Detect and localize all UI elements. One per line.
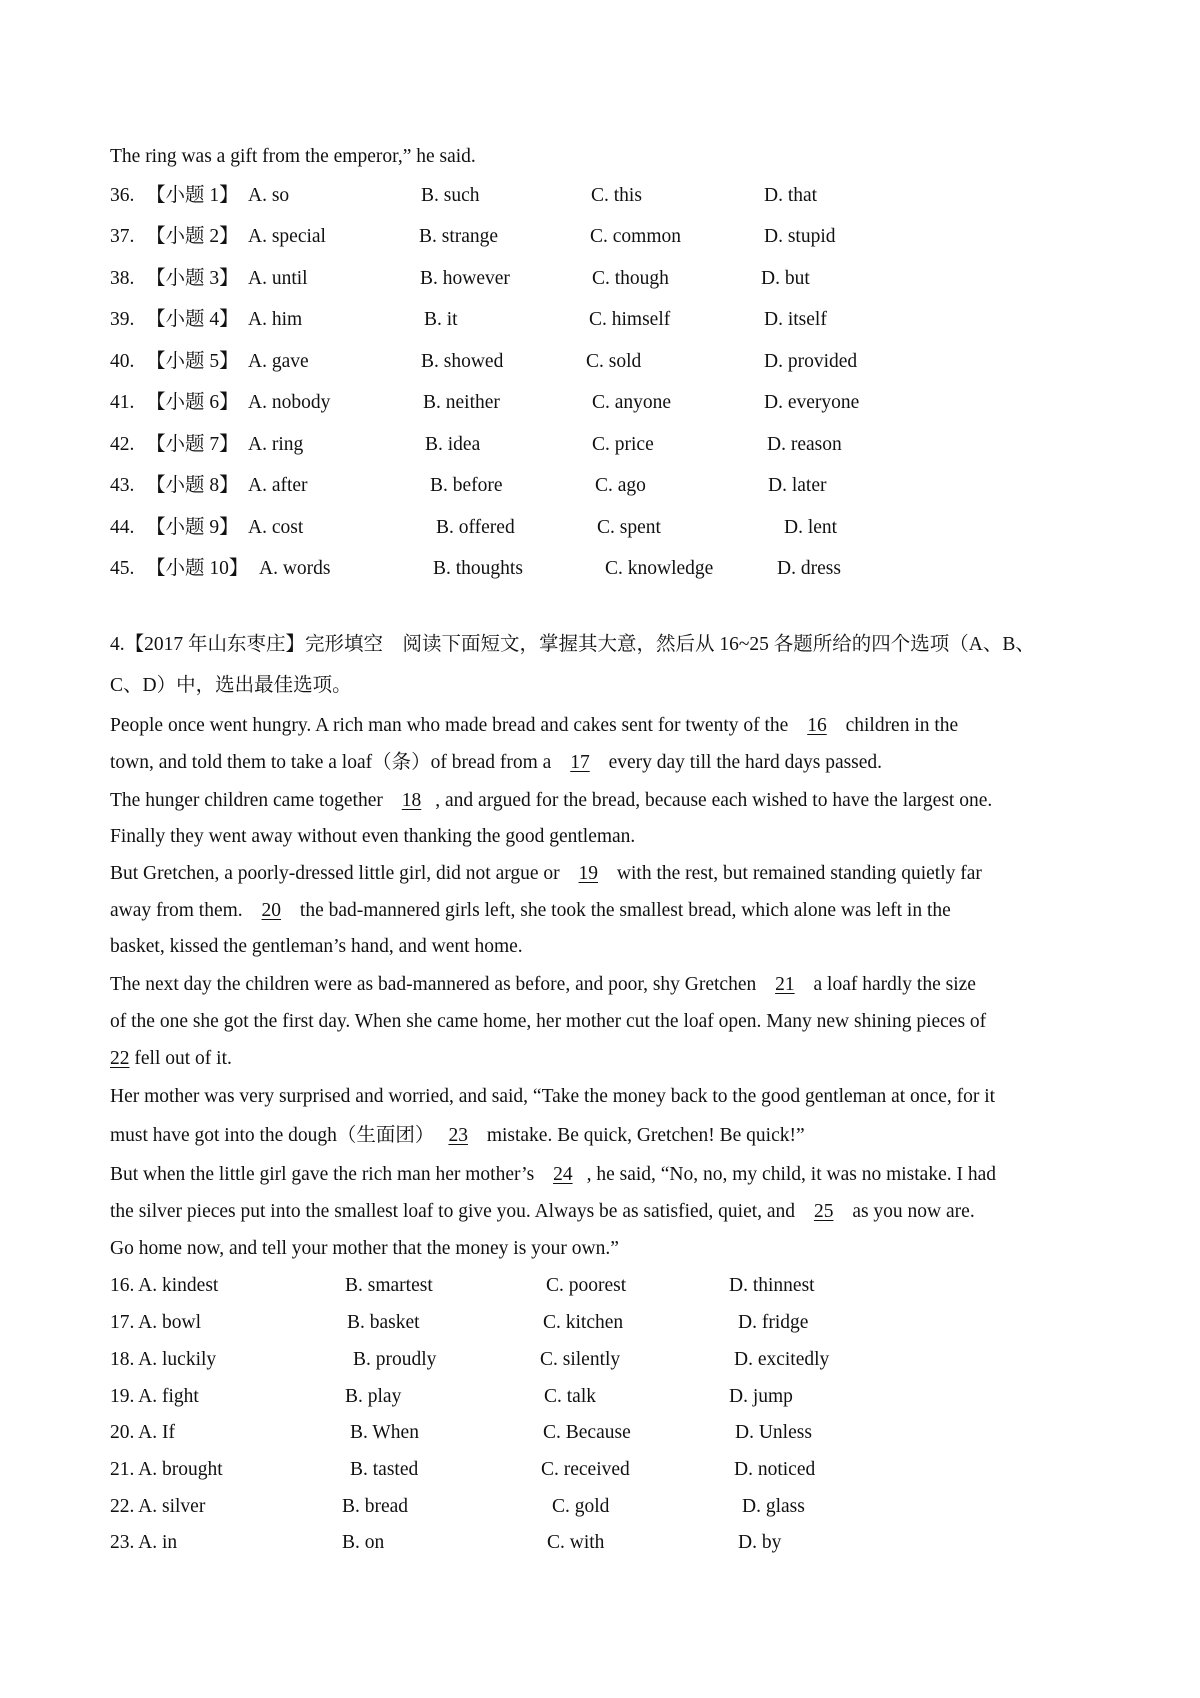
passage-text: must have got into the dough（生面团） xyxy=(110,1125,435,1146)
blank-21: 21 xyxy=(775,974,795,995)
question-number: 45. xyxy=(110,558,135,579)
blank-23: 23 xyxy=(448,1125,468,1146)
blank-24: 24 xyxy=(553,1164,573,1185)
passage-line: Her mother was very surprised and worried, and said, “Take the money back to the good gentleman at once, for it xyxy=(110,1086,996,1107)
option-d: D. fridge xyxy=(738,1312,809,1333)
option-c: C. with xyxy=(547,1532,605,1553)
question-number: 39. xyxy=(110,309,135,330)
passage-text: a loaf hardly the size xyxy=(808,974,976,995)
passage-text: People once went hungry. A rich man who made bread and cakes sent for twenty of the xyxy=(110,715,794,736)
option-a: A. nobody xyxy=(248,392,331,413)
option-d: D. later xyxy=(768,475,827,496)
question-tag: 【小题 1】 xyxy=(146,185,239,206)
option-a: 20. A. If xyxy=(110,1422,175,1443)
blank-18: 18 xyxy=(401,790,422,811)
blank-20: 20 xyxy=(261,900,282,921)
option-d: D. reason xyxy=(767,434,842,455)
option-a: A. ring xyxy=(248,434,304,455)
passage-text: But Gretchen, a poorly-dressed little girl, did not argue or xyxy=(110,863,565,884)
option-b: B. When xyxy=(350,1422,419,1443)
option-b: B. bread xyxy=(342,1496,409,1517)
option-c: C. poorest xyxy=(546,1275,627,1296)
option-d: D. excitedly xyxy=(734,1349,830,1370)
option-c: C. ago xyxy=(595,475,646,496)
option-d: D. by xyxy=(738,1532,782,1553)
question-number: 37. xyxy=(110,226,135,247)
question-tag: 【小题 3】 xyxy=(146,268,239,289)
option-c: C. this xyxy=(591,185,642,206)
option-c: C. price xyxy=(592,434,654,455)
blank-17: 17 xyxy=(570,752,590,773)
question-tag: 【小题 2】 xyxy=(146,226,239,247)
option-b: B. smartest xyxy=(345,1275,433,1296)
option-d: D. lent xyxy=(784,517,838,538)
option-b: B. thoughts xyxy=(433,558,523,579)
blank-16: 16 xyxy=(807,715,827,736)
option-d: D. stupid xyxy=(764,226,836,247)
option-c: C. talk xyxy=(544,1386,596,1407)
question-number: 38. xyxy=(110,268,135,289)
passage-line xyxy=(110,1202,975,1222)
intro-line: The ring was a gift from the emperor,” he said. xyxy=(110,146,476,167)
question-tag: 【小题 5】 xyxy=(146,351,239,372)
option-c: C. Because xyxy=(543,1422,631,1443)
option-c: C. gold xyxy=(552,1496,610,1517)
option-a: A. special xyxy=(248,226,326,247)
passage-text: children in the xyxy=(840,715,959,736)
passage-line xyxy=(110,1049,232,1069)
passage-text: fell out of it. xyxy=(129,1048,232,1069)
option-c: C. anyone xyxy=(592,392,672,413)
option-a: A. cost xyxy=(248,517,304,538)
passage-text: away from them. xyxy=(110,900,248,921)
option-b: B. showed xyxy=(421,351,504,372)
option-a: A. him xyxy=(248,309,303,330)
option-c: C. himself xyxy=(589,309,671,330)
passage-line xyxy=(110,975,976,995)
passage-text: the bad-mannered girls left, she took the smallest bread, which alone was left in the xyxy=(295,900,951,921)
question-tag: 【小题 8】 xyxy=(146,475,239,496)
option-b: B. such xyxy=(421,185,480,206)
passage-text: The hunger children came together xyxy=(110,790,388,811)
passage-line xyxy=(110,753,882,773)
option-d: D. but xyxy=(761,268,810,289)
option-c: C. kitchen xyxy=(543,1312,624,1333)
option-a: 16. A. kindest xyxy=(110,1275,219,1296)
option-d: D. noticed xyxy=(734,1459,816,1480)
question-tag: 【小题 9】 xyxy=(146,517,239,538)
question-tag: 【小题 10】 xyxy=(146,558,249,579)
option-a: 17. A. bowl xyxy=(110,1312,202,1333)
option-a: A. words xyxy=(259,558,331,579)
option-d: D. that xyxy=(764,185,818,206)
passage-text: every day till the hard days passed. xyxy=(603,752,883,773)
option-b: B. idea xyxy=(425,434,481,455)
option-b: B. play xyxy=(345,1386,402,1407)
passage-text: the silver pieces put into the smallest loaf to give you. Always be as satisfied, quiet, and xyxy=(110,1201,800,1222)
option-c: C. silently xyxy=(540,1349,621,1370)
option-d: D. Unless xyxy=(735,1422,812,1443)
option-d: D. itself xyxy=(764,309,827,330)
option-d: D. provided xyxy=(764,351,858,372)
option-c: C. common xyxy=(590,226,681,247)
option-a: A. until xyxy=(248,268,308,289)
passage-text: mistake. Be quick, Gretchen! Be quick!” xyxy=(481,1125,805,1146)
option-b: B. offered xyxy=(436,517,515,538)
question-number: 44. xyxy=(110,517,135,538)
passage-text: , and argued for the bread, because each wished to have the largest one. xyxy=(435,790,993,811)
passage-line xyxy=(110,716,958,736)
passage-line xyxy=(110,791,992,811)
question-number: 42. xyxy=(110,434,135,455)
option-d: D. glass xyxy=(742,1496,805,1517)
passage-text: town, and told them to take a loaf（条）of bread from a xyxy=(110,752,557,773)
passage-line: basket, kissed the gentleman’s hand, and went home. xyxy=(110,936,523,957)
section-heading: 4.【2017 年山东枣庄】完形填空 阅读下面短文，掌握其大意，然后从 16~25 各题所给的四个选项（A、B、 xyxy=(110,634,1035,655)
passage-text: , he said, “No, no, my child, it was no mistake. I had xyxy=(586,1164,997,1185)
option-a: 22. A. silver xyxy=(110,1496,206,1517)
blank-22: 22 xyxy=(110,1048,130,1069)
passage-line xyxy=(110,1165,996,1185)
option-a: A. gave xyxy=(248,351,309,372)
option-c: C. sold xyxy=(586,351,642,372)
option-c: C. received xyxy=(541,1459,630,1480)
option-b: B. on xyxy=(342,1532,385,1553)
question-number: 40. xyxy=(110,351,135,372)
option-c: C. knowledge xyxy=(605,558,714,579)
option-b: B. strange xyxy=(419,226,499,247)
option-c: C. spent xyxy=(597,517,661,538)
option-a: 19. A. fight xyxy=(110,1386,199,1407)
passage-line: Go home now, and tell your mother that the money is your own.” xyxy=(110,1238,619,1259)
section-heading-cont: C、D）中，选出最佳选项。 xyxy=(110,675,352,696)
option-d: D. everyone xyxy=(764,392,860,413)
option-a: 23. A. in xyxy=(110,1532,178,1553)
passage-line xyxy=(110,1126,805,1146)
option-a: A. after xyxy=(248,475,308,496)
question-number: 36. xyxy=(110,185,135,206)
option-a: 21. A. brought xyxy=(110,1459,223,1480)
question-tag: 【小题 7】 xyxy=(146,434,239,455)
option-d: D. dress xyxy=(777,558,841,579)
option-b: B. neither xyxy=(423,392,500,413)
option-b: B. however xyxy=(420,268,510,289)
passage-text: The next day the children were as bad-mannered as before, and poor, shy Gretchen xyxy=(110,974,762,995)
option-b: B. basket xyxy=(347,1312,420,1333)
passage-text: as you now are. xyxy=(847,1201,975,1222)
question-tag: 【小题 4】 xyxy=(146,309,239,330)
passage-line: of the one she got the first day. When she came home, her mother cut the loaf open. Many new shining pieces of xyxy=(110,1011,987,1032)
option-c: C. though xyxy=(592,268,669,289)
option-b: B. tasted xyxy=(350,1459,419,1480)
option-d: D. jump xyxy=(729,1386,793,1407)
blank-19: 19 xyxy=(578,863,599,884)
blank-25: 25 xyxy=(813,1201,834,1222)
passage-text: But when the little girl gave the rich man her mother’s xyxy=(110,1164,540,1185)
passage-line xyxy=(110,901,951,921)
option-b: B. proudly xyxy=(353,1349,437,1370)
passage-line xyxy=(110,864,982,884)
option-d: D. thinnest xyxy=(729,1275,815,1296)
question-number: 41. xyxy=(110,392,135,413)
passage-text: with the rest, but remained standing quietly far xyxy=(612,863,982,884)
question-number: 43. xyxy=(110,475,135,496)
option-a: A. so xyxy=(248,185,290,206)
option-b: B. it xyxy=(424,309,458,330)
question-tag: 【小题 6】 xyxy=(146,392,239,413)
option-a: 18. A. luckily xyxy=(110,1349,217,1370)
passage-line: Finally they went away without even thanking the good gentleman. xyxy=(110,826,636,847)
option-b: B. before xyxy=(430,475,503,496)
